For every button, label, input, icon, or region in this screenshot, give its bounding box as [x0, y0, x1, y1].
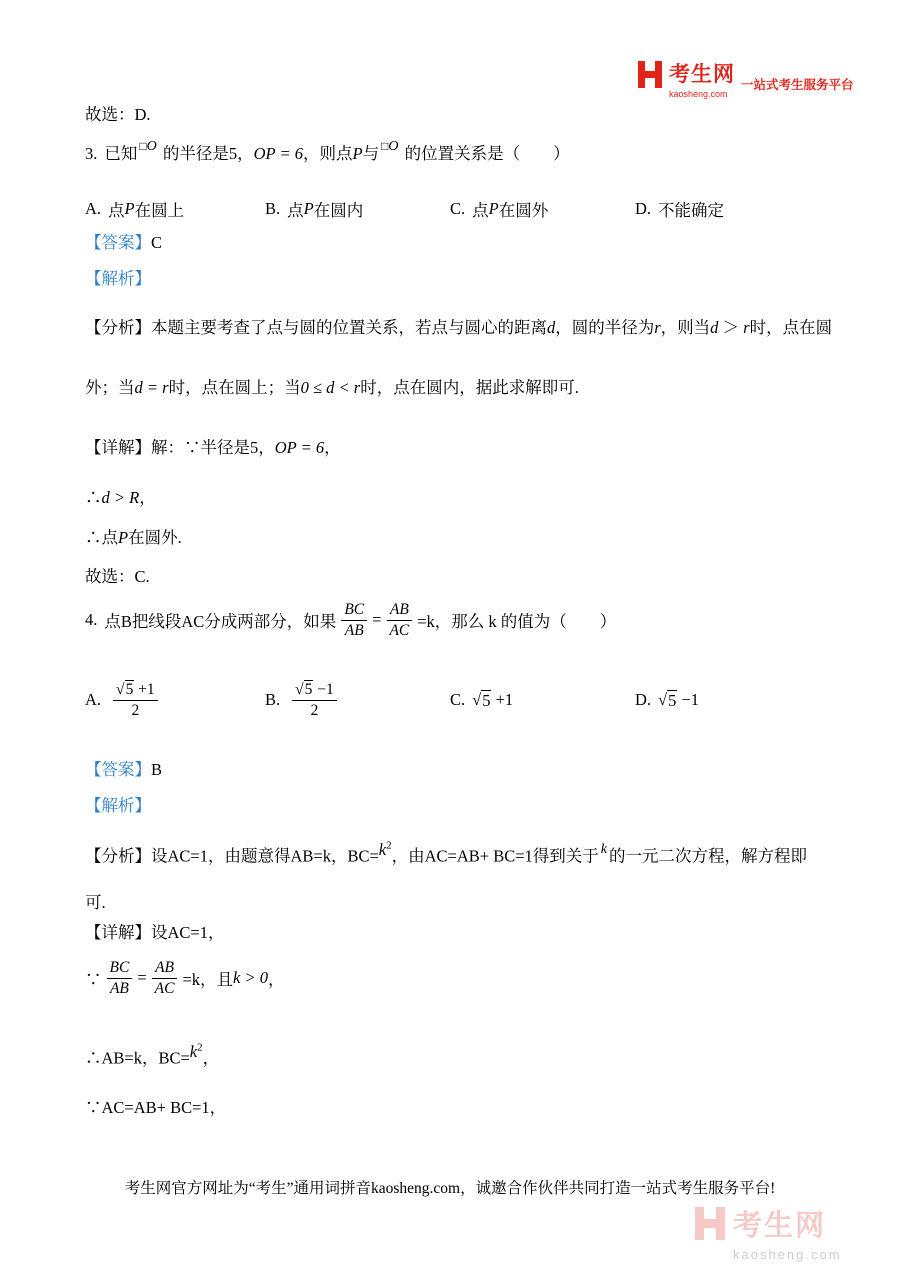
answer-tag: 【答案】: [85, 233, 151, 252]
brand-slogan: 一站式考生服务平台: [741, 78, 854, 92]
q4-solution-line-2: ∵ $\frac{BC}{AB}$ = $\frac{AB}{AC}$ =k，且 k > 0 ，: [85, 958, 285, 997]
watermark-brand: 考生网: [733, 1210, 827, 1242]
q3-option-c: C. 点 P 在圆外: [450, 199, 549, 220]
circle-O-symbol: □O: [381, 139, 399, 154]
question-3-stem: 3. 已知 $^{□O}$ 的半径是5，OP = 6，则点P与 $^{□O}$ 的位置关系是（ ）: [85, 139, 570, 163]
q4-option-b: B. √ 5 −1 2: [265, 672, 342, 728]
watermark-domain: kaosheng.com: [733, 1247, 842, 1262]
question-3-options: [85, 197, 815, 221]
question-3-number: 3.: [85, 144, 98, 163]
footer-notice: 考生网官方网址为“考生”通用词拼音kaosheng.com，诚邀合作伙伴共同打造一站式考生服务平台!: [124, 1180, 776, 1197]
fraction-ab-ac: $\frac{AB}{AC}$: [386, 601, 412, 640]
q4-solution-line-4: ∵AC=AB+ BC=1，: [85, 1098, 227, 1117]
fraction-sqrt5-minus1-over-2: √ 5 −1 2: [292, 680, 337, 720]
radical-icon: √: [295, 681, 304, 699]
brand-domain: kaosheng.com: [669, 89, 728, 99]
brand-name: 考生网: [669, 63, 735, 86]
question-4-stem: 4. 点B把线段AC分成两部分，如果 $\frac{BC}{AB}$ = $\frac{AB}{AC}$ =k，那么 k 的值为（ ）: [85, 600, 617, 639]
question-4-number: 4.: [85, 610, 98, 629]
fraction-bc-ab: $\frac{BC}{AB}$: [341, 601, 367, 640]
q4-solution-line-1: 【详解】设AC=1，: [85, 923, 225, 942]
op-equation: OP = 6: [253, 144, 303, 163]
q3-solution-line-1: 【详解】解：∵半径是5，OP = 6，: [85, 438, 341, 457]
q4-answer-value: B: [151, 760, 163, 779]
kaosheng-logo-icon: [638, 61, 662, 88]
kaosheng-watermark: [695, 1203, 842, 1262]
q4-option-a: A. √ 5 +1 2: [85, 672, 163, 728]
prev-answer-text: 故选：D.: [85, 105, 151, 124]
analysis-tag: 【分析】: [85, 846, 151, 866]
q4-option-c: C. √ 5 +1: [450, 690, 514, 710]
q3-solution-line-3: ∴点P在圆外.: [85, 528, 182, 547]
equals-sign: =: [372, 610, 382, 629]
q3-answer-line: [85, 231, 162, 255]
site-header: [638, 58, 854, 99]
kaosheng-logo-icon-watermark: [695, 1207, 725, 1240]
k-squared: $k^2$: [189, 1041, 203, 1061]
q3-answer-value: C: [151, 233, 163, 252]
q3-analysis-line-2: 外；当d = r时，点在圆上；当0 ≤ d < r时，点在圆内，据此求解即可.: [85, 378, 579, 397]
analysis-label: 【解析】: [85, 796, 151, 815]
q4-solution-line-3: ∴AB=k，$BC=k^2$，: [85, 1041, 220, 1068]
q3-option-b: B. 点 P 在圆内: [265, 199, 364, 220]
q3-analysis-line-1: 【分析】本题主要考查了点与圆的位置关系，若点与圆心的距离d，圆的半径为r，则当d ＞ r时，点在圆: [85, 318, 833, 337]
q3-option-a: A. 点 P 在圆上: [85, 199, 185, 220]
solution-tag: 【详解】: [85, 923, 151, 942]
analysis-label: 【解析】: [85, 269, 151, 288]
circle-O-symbol: □O: [139, 139, 157, 154]
q4-analysis-line-1: 【分析】设AC=1，由题意得AB=k，$BC=k^2$，由AC=AB+ BC=1得到关于 $^k$ 的一元二次方程，解方程即: [85, 839, 807, 866]
analysis-tag: 【分析】: [85, 318, 151, 337]
q4-option-d: D. √ 5 −1: [635, 690, 700, 710]
q4-analysis-label-line: [85, 794, 151, 818]
fraction-sqrt5-plus1-over-2: √ 5 +1 2: [113, 680, 158, 720]
solution-tag: 【详解】: [85, 438, 151, 457]
q3-solution-line-2: ∴d > R，: [85, 488, 156, 507]
radical-icon: √: [658, 690, 668, 709]
radical-icon: √: [472, 690, 482, 709]
radical-icon: √: [116, 681, 125, 699]
k-variable: k: [600, 841, 607, 857]
question-4-options: [85, 672, 815, 728]
equals-sign: =: [137, 968, 147, 987]
brand-text-block: [669, 58, 735, 99]
prev-answer-line: [85, 103, 151, 127]
q4-answer-line: [85, 758, 162, 782]
k-squared: $k^2$: [378, 839, 392, 859]
fraction-bc-ab: $\frac{BC}{AB}$: [107, 959, 133, 998]
q3-analysis-label-line: [85, 267, 151, 291]
answer-tag: 【答案】: [85, 760, 151, 779]
q3-option-d: D. 不能确定: [635, 199, 725, 220]
fraction-ab-ac: $\frac{AB}{AC}$: [152, 959, 178, 998]
q3-solution-line-4: 故选：C.: [85, 567, 150, 586]
q4-analysis-line-2: 可.: [85, 893, 106, 912]
